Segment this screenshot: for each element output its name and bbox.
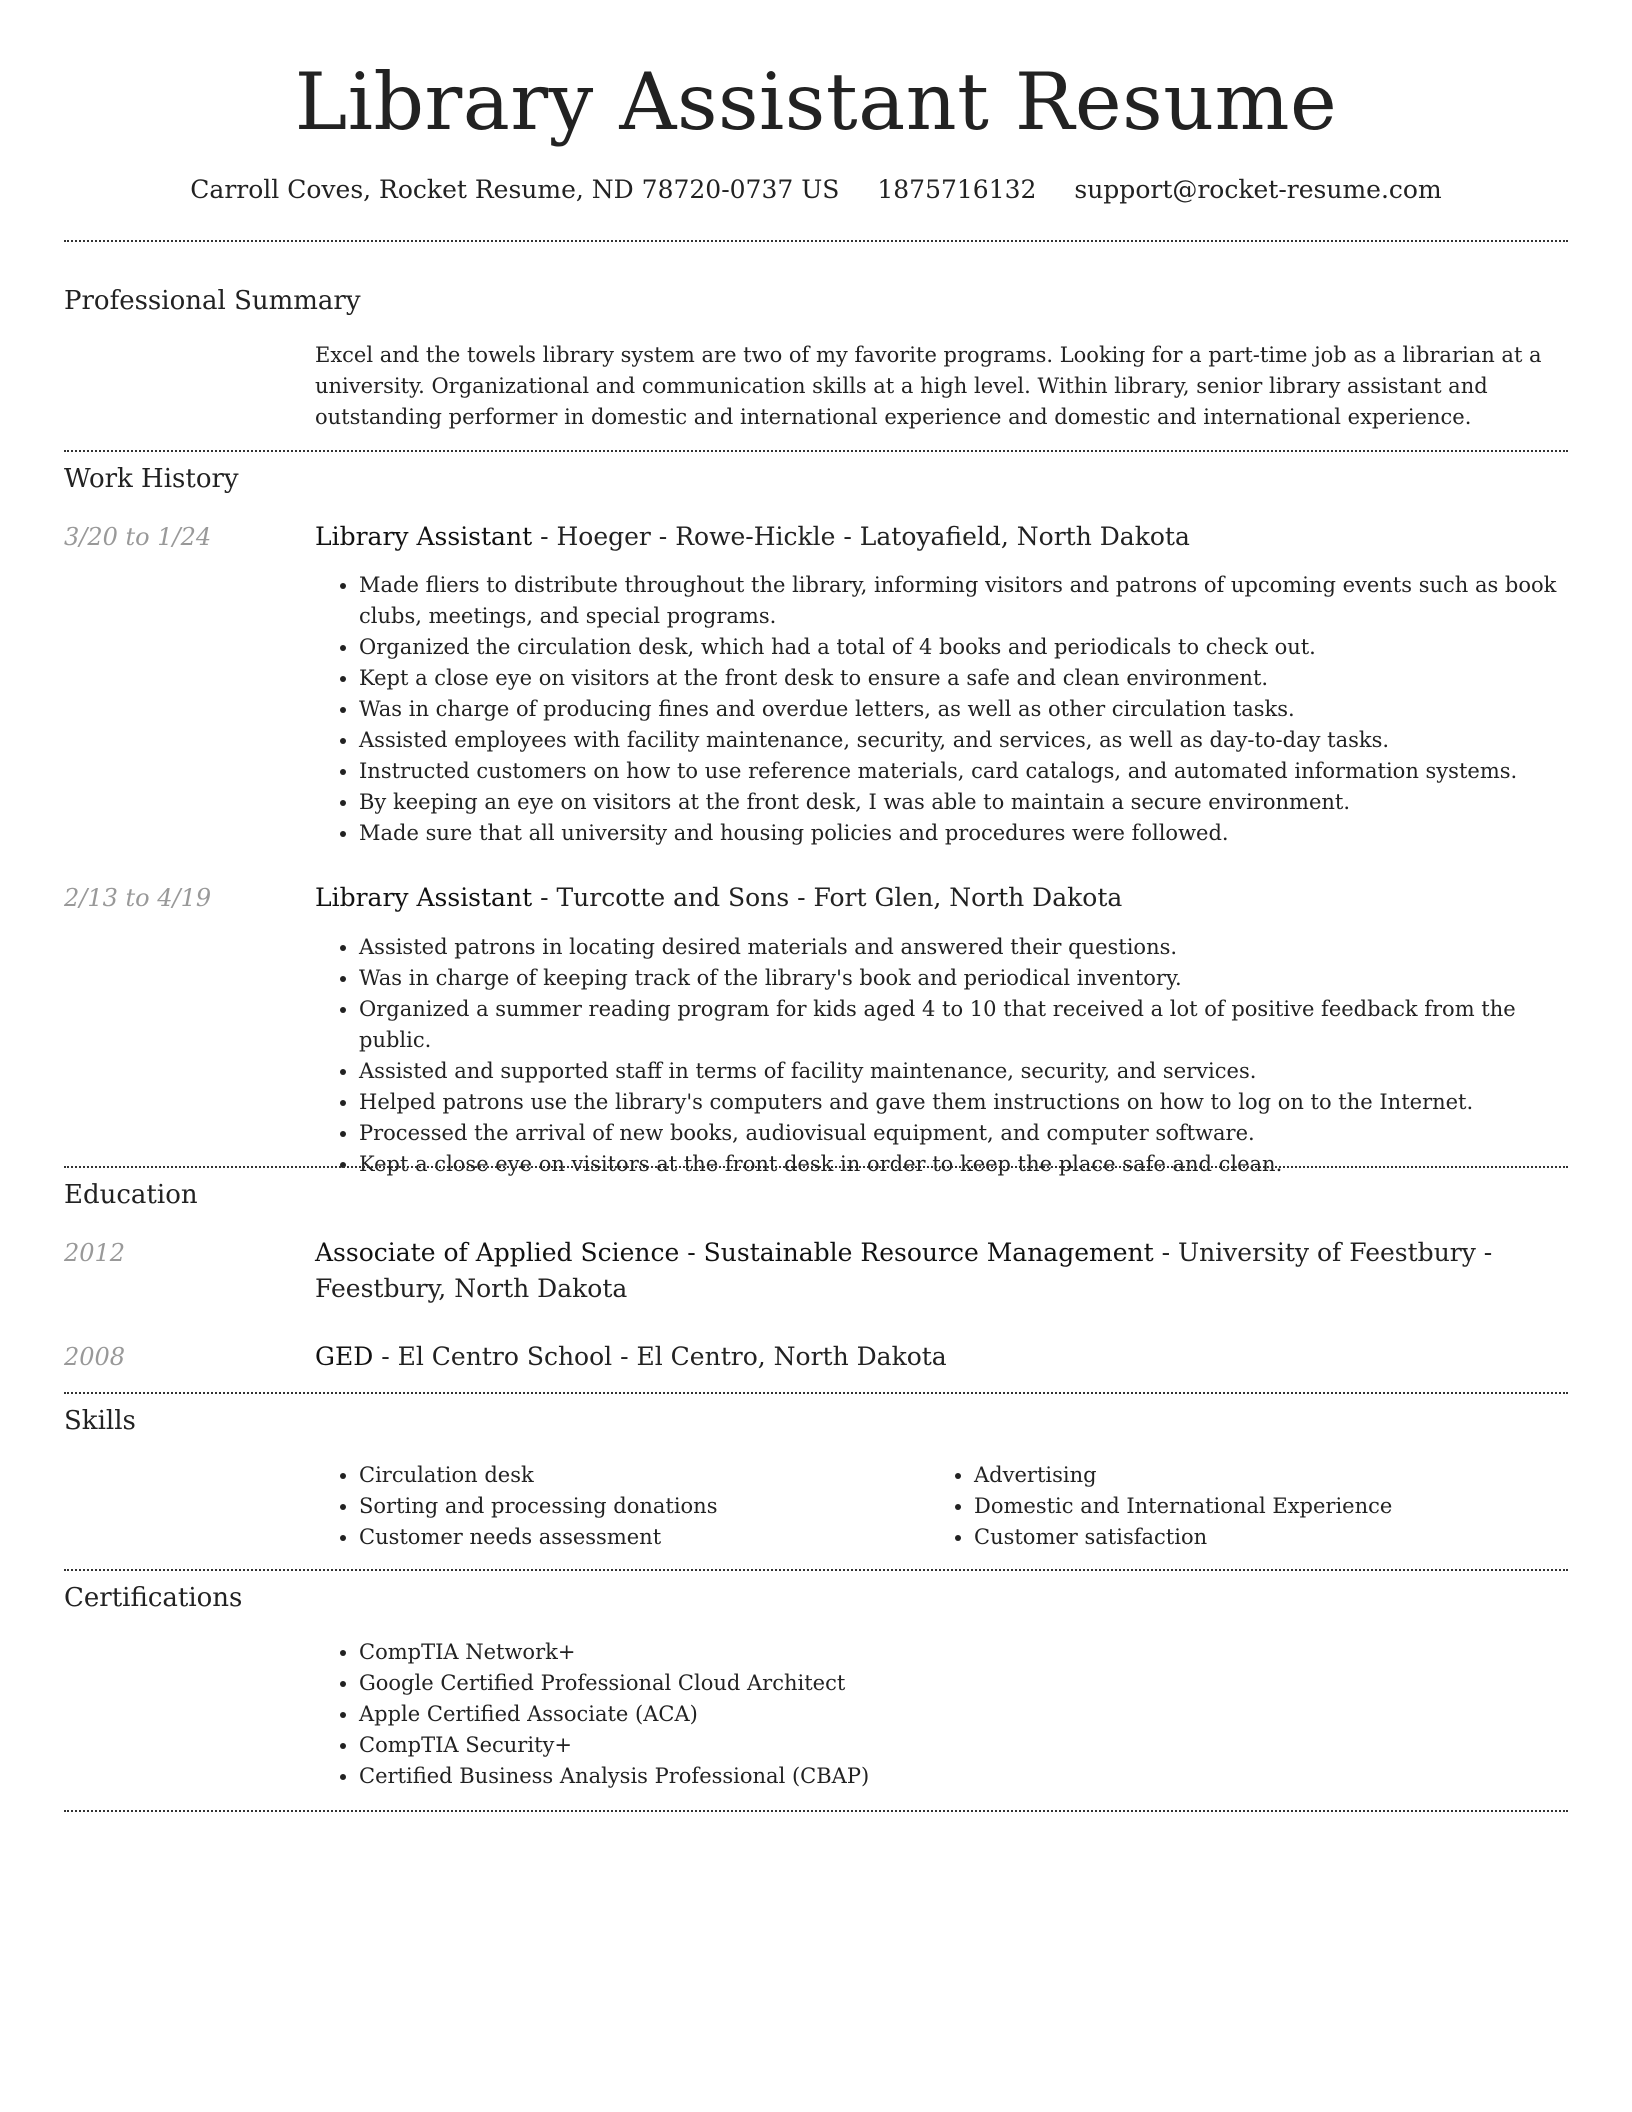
certifications-list bbox=[315, 1637, 1568, 1792]
job-bullets bbox=[315, 570, 1568, 849]
list-item: • Kept a close eye on visitors at the front desk to ensure a safe and clean environment. bbox=[359, 663, 1568, 694]
education-degree: GED bbox=[315, 1342, 374, 1371]
list-item: • Made fliers to distribute throughout the library, informing visitors and patrons of upcoming events such as book clubs, meetings, and special programs. bbox=[359, 570, 1568, 632]
list-item: • Domestic and International Experience bbox=[974, 1491, 1568, 1522]
skills-list-left bbox=[315, 1460, 930, 1553]
section-divider bbox=[64, 1810, 1568, 1812]
education-details: - El Centro School - El Centro, North Dakota bbox=[373, 1342, 947, 1371]
education-year: 2008 bbox=[64, 1343, 126, 1371]
section-divider bbox=[64, 1569, 1568, 1571]
list-item: • Organized a summer reading program for kids aged 4 to 10 that received a lot of positive feedback from the public. bbox=[359, 994, 1568, 1056]
list-item: • Made sure that all university and housing policies and procedures were followed. bbox=[359, 818, 1568, 849]
job-title bbox=[315, 519, 1568, 555]
education-entry bbox=[315, 1235, 1568, 1307]
list-item: • Customer needs assessment bbox=[359, 1522, 930, 1553]
job-bullets bbox=[315, 932, 1568, 1180]
list-item: • Google Certified Professional Cloud Architect bbox=[359, 1668, 1568, 1699]
list-item: • Processed the arrival of new books, audiovisual equipment, and computer software. bbox=[359, 1118, 1568, 1149]
job-role: Library Assistant bbox=[315, 883, 533, 912]
education-year: 2012 bbox=[64, 1239, 126, 1267]
list-item: • Was in charge of producing fines and overdue letters, as well as other circulation tasks. bbox=[359, 694, 1568, 725]
list-item: • Sorting and processing donations bbox=[359, 1491, 930, 1522]
section-divider bbox=[64, 1392, 1568, 1394]
job-role: Library Assistant bbox=[315, 522, 533, 551]
education-entry bbox=[315, 1339, 1568, 1375]
job-details: - Hoeger - Rowe-Hickle - Latoyafield, North Dakota bbox=[532, 522, 1190, 551]
contact-phone: 1875716132 bbox=[877, 175, 1037, 204]
list-item: • Was in charge of keeping track of the library's book and periodical inventory. bbox=[359, 963, 1568, 994]
contact-email: support@rocket-resume.com bbox=[1074, 175, 1442, 204]
work-history-heading: Work History bbox=[64, 464, 239, 494]
list-item: • CompTIA Network+ bbox=[359, 1637, 1568, 1668]
section-divider bbox=[64, 1166, 1568, 1168]
list-item: • Assisted employees with facility maintenance, security, and services, as well as day-to-day tasks. bbox=[359, 725, 1568, 756]
resume-title: Library Assistant Resume bbox=[294, 56, 1338, 148]
summary-heading: Professional Summary bbox=[64, 286, 361, 316]
list-item: • CompTIA Security+ bbox=[359, 1730, 1568, 1761]
job-dates: 2/13 to 4/19 bbox=[64, 884, 212, 912]
list-item: • Certified Business Analysis Professional (CBAP) bbox=[359, 1761, 1568, 1792]
education-degree: Associate of Applied Science - Sustainable Resource Management bbox=[315, 1238, 1154, 1267]
list-item: • Organized the circulation desk, which had a total of 4 books and periodicals to check out. bbox=[359, 632, 1568, 663]
section-divider bbox=[64, 450, 1568, 452]
contact-address: Carroll Coves, Rocket Resume, ND 78720-0737 US bbox=[190, 175, 840, 204]
list-item: • Assisted and supported staff in terms of facility maintenance, security, and services. bbox=[359, 1056, 1568, 1087]
certifications-heading: Certifications bbox=[64, 1583, 243, 1613]
list-item: • By keeping an eye on visitors at the front desk, I was able to maintain a secure environment. bbox=[359, 787, 1568, 818]
job-dates: 3/20 to 1/24 bbox=[64, 523, 212, 551]
list-item: • Kept a close eye on visitors at the front desk in order to keep the place safe and clean. bbox=[359, 1149, 1568, 1180]
list-item: • Helped patrons use the library's computers and gave them instructions on how to log on to the Internet. bbox=[359, 1087, 1568, 1118]
list-item: • Instructed customers on how to use reference materials, card catalogs, and automated information systems. bbox=[359, 756, 1568, 787]
skills-list-right bbox=[930, 1460, 1568, 1553]
education-details: - University of Feestbury - Feestbury, North Dakota bbox=[315, 1238, 1493, 1303]
list-item: • Apple Certified Associate (ACA) bbox=[359, 1699, 1568, 1730]
summary-text: Excel and the towels library system are two of my favorite programs. Looking for a part-time job as a librarian at a university. Organizational and communication skills at a high level. Within library, senior library assistant and outstanding performer in domestic and international experience and domestic and international experience. bbox=[315, 343, 1542, 429]
list-item: • Circulation desk bbox=[359, 1460, 930, 1491]
skills-heading: Skills bbox=[64, 1406, 136, 1436]
contact-line bbox=[64, 170, 1568, 210]
job-details: - Turcotte and Sons - Fort Glen, North Dakota bbox=[532, 883, 1123, 912]
list-item: • Advertising bbox=[974, 1460, 1568, 1491]
education-heading: Education bbox=[64, 1180, 198, 1210]
list-item: • Customer satisfaction bbox=[974, 1522, 1568, 1553]
list-item: • Assisted patrons in locating desired materials and answered their questions. bbox=[359, 932, 1568, 963]
job-title bbox=[315, 880, 1568, 916]
section-divider bbox=[64, 240, 1568, 242]
